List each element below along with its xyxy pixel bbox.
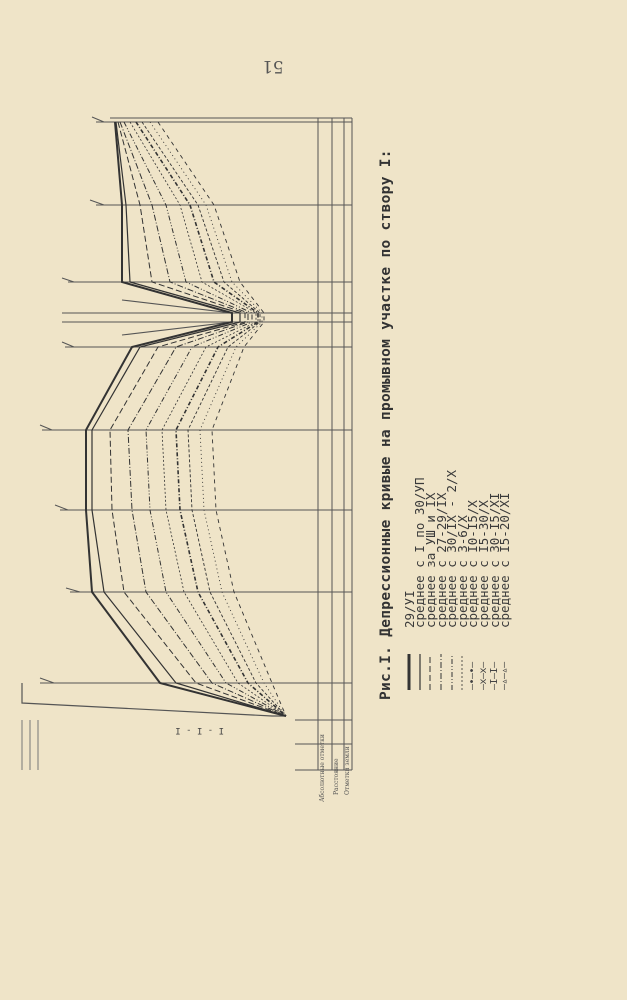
curve-dashdotdot [124,122,286,716]
curve-dash [110,122,286,716]
curve-fine [130,122,286,716]
legend-symbol: —▵—▵— [499,662,511,690]
legend-symbol [437,646,445,690]
table-row-label: Отметки земли [344,746,351,795]
figure-caption-block [378,149,513,700]
legend-symbol [458,646,466,690]
legend-text: среднее с 30-I5/XI [486,492,502,628]
legend-text: 29/УI [401,590,417,628]
legend-text: среднее с I по 30/УП [412,477,428,628]
legend-symbol: —•—•— [467,662,479,690]
curve-triangles [158,122,286,716]
curve-cross [142,122,286,716]
legend-symbol: —I—I— [488,662,500,690]
profile-label: I - I - I [175,725,224,735]
legend-text: среднее с I5-20/XI [497,492,513,628]
legend-symbol [416,646,424,690]
legend-symbol: —x—x— [477,662,489,690]
legend-text: среднее с I5-30/X [475,500,491,628]
legend-text: среднее с 27-29/IX [433,492,449,628]
figure-caption: Рис.I. Депрессионные кривые на промывном участке по створу I: [378,149,394,700]
curve-dashdot [120,122,286,716]
legend-symbol [426,646,434,690]
legend-text: среднее с 30/IX - 2/X [444,469,460,628]
table-row-label: Расстояние [333,758,340,795]
legend-symbol [405,646,413,690]
page-number: 51 [262,56,284,76]
legend-item [497,180,513,700]
embankment-outline [22,683,286,716]
legend-symbol [448,646,456,690]
legend [401,180,513,700]
canal-outline [122,300,232,335]
legend-text: среднее с I0-I5/X [465,500,481,628]
curve-dots [136,122,286,716]
table-row-label: Абсолютные отметки [319,734,326,802]
legend-text: среднее с 3-6/X [454,515,470,628]
legend-text: среднее за УШ и IX [422,492,438,628]
